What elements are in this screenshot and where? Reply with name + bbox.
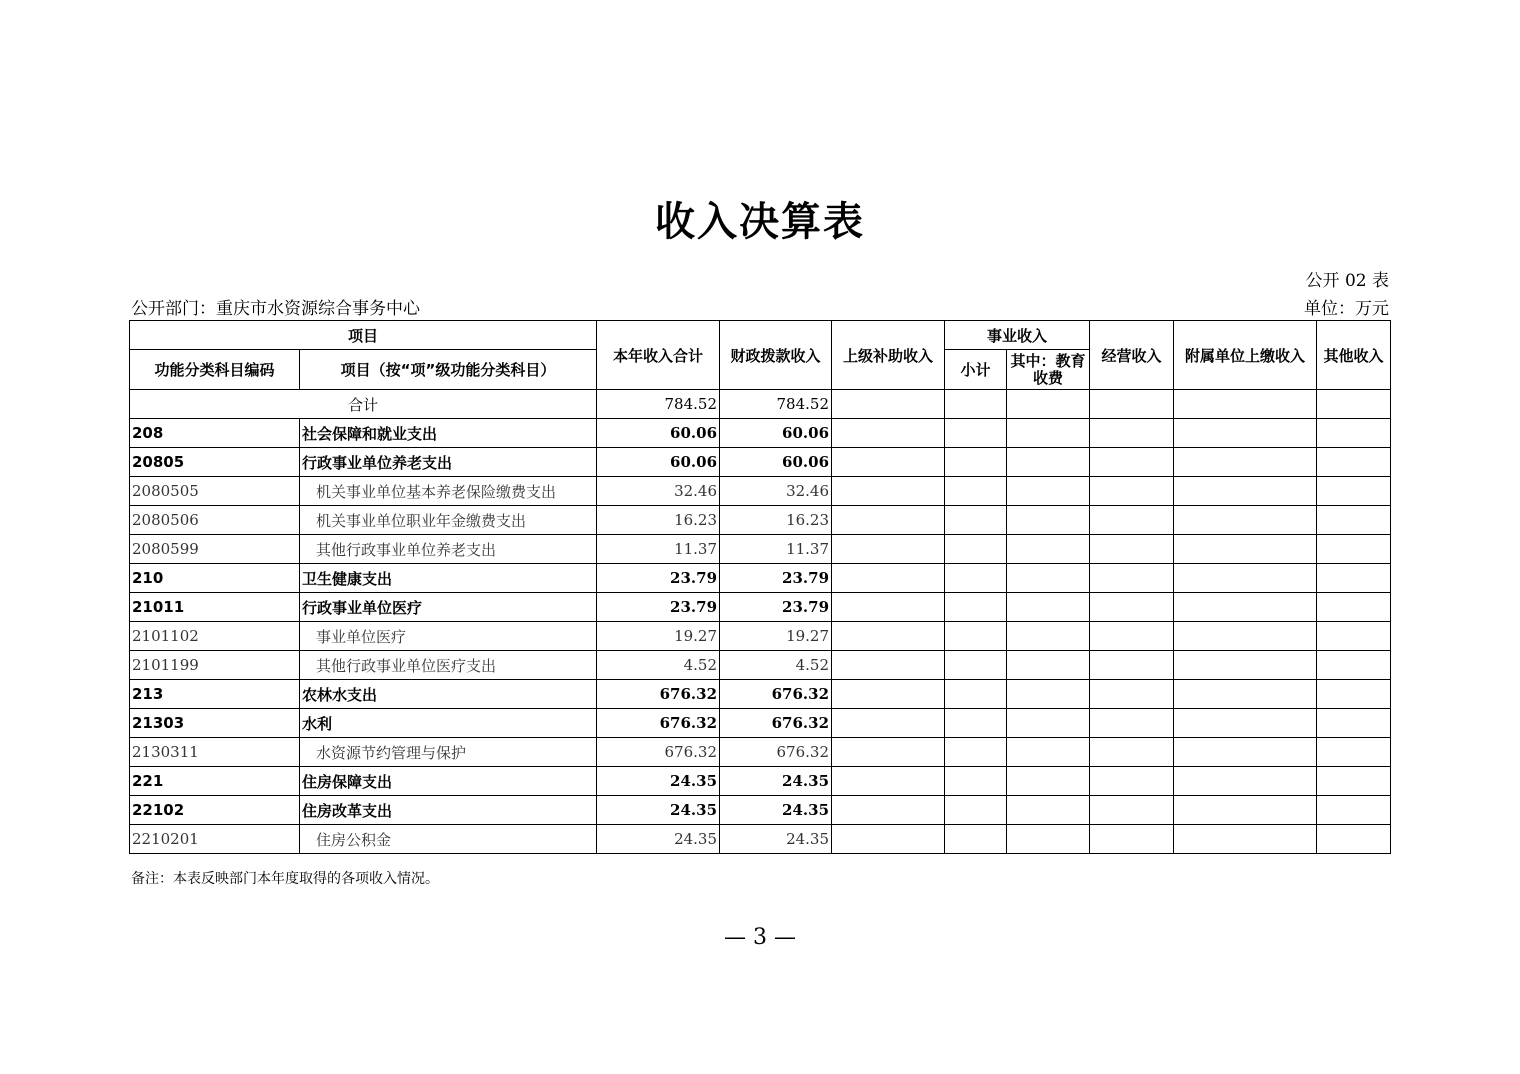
row-code: 210 [130,564,300,593]
empty-cell [1007,709,1090,738]
empty-cell [832,709,945,738]
row-code: 2101199 [130,651,300,680]
row-code: 22102 [130,796,300,825]
row-name: 住房公积金 [300,825,597,854]
empty-cell [1090,593,1174,622]
row-fiscal-income: 24.35 [720,825,832,854]
table-row [130,564,1391,593]
empty-cell [1007,535,1090,564]
row-fiscal-income: 23.79 [720,564,832,593]
row-total-income: 60.06 [597,448,720,477]
empty-cell [832,622,945,651]
row-name: 事业单位医疗 [300,622,597,651]
empty-cell [945,738,1007,767]
table-row [130,448,1391,477]
row-fiscal-income: 676.32 [720,738,832,767]
empty-cell [1317,767,1391,796]
empty-cell [1317,419,1391,448]
table-row [130,593,1391,622]
empty-cell [1317,564,1391,593]
row-code: 20805 [130,448,300,477]
row-code: 2080506 [130,506,300,535]
total-fiscal-value: 784.52 [720,390,832,419]
header-project-group: 项目 [130,321,597,350]
empty-cell [1174,593,1317,622]
empty-cell [1317,796,1391,825]
empty-cell [1317,651,1391,680]
empty-cell [1007,622,1090,651]
empty-cell [945,709,1007,738]
empty-cell [1174,796,1317,825]
empty-cell [1007,448,1090,477]
row-name: 机关事业单位职业年金缴费支出 [300,506,597,535]
empty-cell [1007,796,1090,825]
row-total-income: 676.32 [597,738,720,767]
header-education-fees: 其中：教育收费 [1007,350,1090,390]
table-row [130,651,1391,680]
empty-cell [1317,709,1391,738]
empty-cell [832,767,945,796]
empty-cell [1317,622,1391,651]
row-total-income: 60.06 [597,419,720,448]
empty-cell [1090,709,1174,738]
empty-cell [1317,448,1391,477]
empty-cell [1090,448,1174,477]
empty-cell [1317,825,1391,854]
row-name: 住房改革支出 [300,796,597,825]
empty-cell [1007,825,1090,854]
empty-cell [945,796,1007,825]
empty-cell [1317,680,1391,709]
row-total-income: 23.79 [597,593,720,622]
table-row [130,622,1391,651]
table-number: 公开 02 表 [1305,271,1389,291]
department-label: 公开部门：重庆市水资源综合事务中心 [131,299,420,319]
header-superior-subsidy: 上级补助收入 [832,321,945,390]
row-name: 机关事业单位基本养老保险缴费支出 [300,477,597,506]
empty-cell [945,622,1007,651]
empty-cell [1174,448,1317,477]
empty-cell [1174,738,1317,767]
empty-cell [1007,593,1090,622]
row-name: 住房保障支出 [300,767,597,796]
empty-cell [1090,535,1174,564]
table-row [130,825,1391,854]
empty-cell [832,448,945,477]
row-total-income: 16.23 [597,506,720,535]
empty-cell [1174,477,1317,506]
empty-cell [945,651,1007,680]
header-fiscal-income: 财政拨款收入 [720,321,832,390]
empty-cell [1174,767,1317,796]
empty-cell [832,390,945,419]
row-fiscal-income: 60.06 [720,419,832,448]
empty-cell [1174,535,1317,564]
empty-cell [1174,419,1317,448]
row-fiscal-income: 676.32 [720,709,832,738]
row-fiscal-income: 19.27 [720,622,832,651]
empty-cell [832,419,945,448]
row-fiscal-income: 4.52 [720,651,832,680]
table-row [130,709,1391,738]
row-fiscal-income: 24.35 [720,767,832,796]
empty-cell [1174,680,1317,709]
empty-cell [1090,564,1174,593]
unit-label: 单位：万元 [1304,299,1389,319]
empty-cell [945,419,1007,448]
row-total-income: 4.52 [597,651,720,680]
empty-cell [832,506,945,535]
row-total-income: 24.35 [597,825,720,854]
row-name: 其他行政事业单位医疗支出 [300,651,597,680]
row-total-income: 24.35 [597,796,720,825]
total-label: 合计 [130,390,597,419]
empty-cell [1090,767,1174,796]
empty-cell [1090,825,1174,854]
row-code: 221 [130,767,300,796]
empty-cell [1007,767,1090,796]
empty-cell [945,535,1007,564]
row-code: 2210201 [130,825,300,854]
empty-cell [945,477,1007,506]
income-settlement-table [129,320,1391,854]
row-total-income: 676.32 [597,709,720,738]
total-income-value: 784.52 [597,390,720,419]
row-name: 卫生健康支出 [300,564,597,593]
row-code: 21011 [130,593,300,622]
row-code: 2130311 [130,738,300,767]
table-row [130,767,1391,796]
empty-cell [1174,651,1317,680]
empty-cell [1174,390,1317,419]
empty-cell [1090,506,1174,535]
empty-cell [1090,622,1174,651]
row-name: 水利 [300,709,597,738]
empty-cell [832,535,945,564]
empty-cell [832,477,945,506]
page-number: — 3 — [724,925,796,950]
row-name: 行政事业单位养老支出 [300,448,597,477]
table-row [130,477,1391,506]
row-code: 2080599 [130,535,300,564]
row-total-income: 19.27 [597,622,720,651]
empty-cell [1174,622,1317,651]
row-fiscal-income: 676.32 [720,680,832,709]
empty-cell [1317,506,1391,535]
row-name: 水资源节约管理与保护 [300,738,597,767]
row-fiscal-income: 11.37 [720,535,832,564]
empty-cell [1090,651,1174,680]
empty-cell [1317,535,1391,564]
empty-cell [945,680,1007,709]
table-note: 备注：本表反映部门本年度取得的各项收入情况。 [131,871,439,887]
empty-cell [1174,564,1317,593]
header-business-income-group: 事业收入 [945,321,1090,350]
table-row [130,738,1391,767]
empty-cell [832,796,945,825]
table-row [130,535,1391,564]
row-fiscal-income: 32.46 [720,477,832,506]
header-business-subtotal: 小计 [945,350,1007,390]
empty-cell [1317,477,1391,506]
empty-cell [832,680,945,709]
page-title: 收入决算表 [655,198,865,245]
row-fiscal-income: 24.35 [720,796,832,825]
empty-cell [945,564,1007,593]
empty-cell [1090,390,1174,419]
empty-cell [1174,825,1317,854]
empty-cell [945,825,1007,854]
header-project-name: 项目（按“项”级功能分类科目） [300,350,597,390]
header-function-code: 功能分类科目编码 [130,350,300,390]
empty-cell [832,825,945,854]
empty-cell [1090,680,1174,709]
empty-cell [1007,680,1090,709]
row-code: 21303 [130,709,300,738]
table-total-row [130,390,1391,419]
empty-cell [1007,477,1090,506]
header-total-income: 本年收入合计 [597,321,720,390]
row-total-income: 23.79 [597,564,720,593]
row-code: 213 [130,680,300,709]
header-operating-income: 经营收入 [1090,321,1174,390]
row-name: 农林水支出 [300,680,597,709]
empty-cell [945,390,1007,419]
empty-cell [1007,506,1090,535]
empty-cell [1007,738,1090,767]
row-name: 其他行政事业单位养老支出 [300,535,597,564]
header-affiliate-income: 附属单位上缴收入 [1174,321,1317,390]
header-other-income: 其他收入 [1317,321,1391,390]
empty-cell [945,767,1007,796]
empty-cell [1174,506,1317,535]
empty-cell [1007,390,1090,419]
empty-cell [1090,796,1174,825]
empty-cell [832,651,945,680]
empty-cell [945,448,1007,477]
empty-cell [1007,564,1090,593]
empty-cell [832,564,945,593]
empty-cell [1090,477,1174,506]
row-name: 行政事业单位医疗 [300,593,597,622]
empty-cell [1090,738,1174,767]
row-fiscal-income: 23.79 [720,593,832,622]
table-row [130,419,1391,448]
empty-cell [1317,593,1391,622]
empty-cell [1090,419,1174,448]
row-fiscal-income: 60.06 [720,448,832,477]
empty-cell [945,506,1007,535]
row-name: 社会保障和就业支出 [300,419,597,448]
table-row [130,680,1391,709]
row-total-income: 32.46 [597,477,720,506]
empty-cell [1317,390,1391,419]
row-total-income: 24.35 [597,767,720,796]
table-row [130,506,1391,535]
row-code: 208 [130,419,300,448]
empty-cell [1007,419,1090,448]
empty-cell [1174,709,1317,738]
table-row [130,796,1391,825]
row-code: 2080505 [130,477,300,506]
empty-cell [832,738,945,767]
row-total-income: 11.37 [597,535,720,564]
empty-cell [1317,738,1391,767]
row-code: 2101102 [130,622,300,651]
row-total-income: 676.32 [597,680,720,709]
empty-cell [832,593,945,622]
empty-cell [1007,651,1090,680]
row-fiscal-income: 16.23 [720,506,832,535]
empty-cell [945,593,1007,622]
